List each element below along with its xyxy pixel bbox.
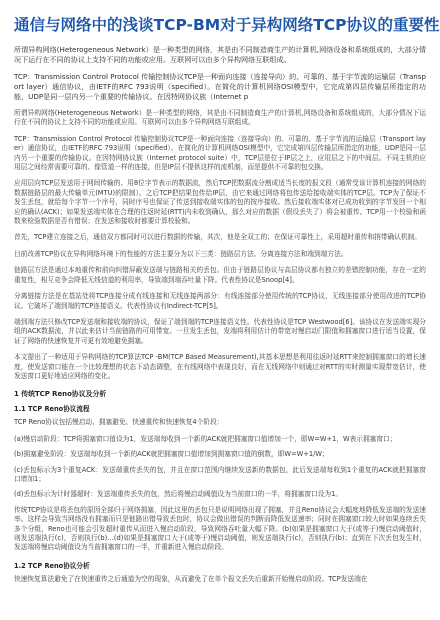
paragraph: 端到端方法只修改TCP发送端和接收端的协议，保证了端到端的TCP连接语义性。代表性协议是TCP Westwood[6]。该协议在发送端实现分组的ACK数据流，并以此来估计当前链路的可用带宽。一旦发生丢包，发端将利用估计的带宽对慢启动门限值和拥塞窗口进行适当设置，保证了网络的快速恢复并可更有效地避免拥塞。 <box>14 317 426 345</box>
paragraph: 快速恢复算法避免了在快速重传之后通道为空的现象，从而避免了在单个报文丢失后重新开始慢启动阶段。TCP发送端在 <box>14 574 368 583</box>
paragraph: TCP：Transmission Control Protocol 传输控制协议TCP是一种面向连接（连接导向）的、可靠的、基于字节流的运输层（Transport layer）通信协议，由IETF的RFC 793说明（specified）。在简化的计算机网络OSI模型中，它完成第四层传输层所指定的功能，UDP是同一层内另一个重要的传输协议。在因特网协议族（Internet p <box>14 72 426 101</box>
list-item: (b)拥塞避免阶段：发送端每收到一个新的ACK就把拥塞窗口值增加到拥塞窗口值的倒数，即W=W+1/W； <box>14 450 329 459</box>
page-title: 通信与网络中的浅谈TCP-BM对于异构网络TCP协议的重要性 <box>14 16 440 34</box>
paragraph: 所谓异构网络(Heterogeneous Network）是一种类型的网络，其是由不同制造商生产的计算机,网络设备和系统组成的，大部分情况下运行在不同的协议上支持不同的功能或应用。互联网可以由多个异构网络互联组成。 <box>14 45 426 64</box>
section-heading: 1 传统TCP Reno协议及分析 <box>14 390 107 399</box>
paragraph: 链路层方法是通过本地重传和前向纠错屏蔽发送端与链路相关的丢包。但由于链路层协议与高层协议都有独立的差错控制功能，存在一定的重复性，相互竞争会降低无线信道的利用率，导致端到端吞吐量下降。代表性协议是Snoop[4]。 <box>14 266 426 284</box>
paragraph: 所谓异构网络(Heterogeneous Network）是一种类型的网络，其是由不同制造商生产的计算机,网络设备和系统组成的，大部分情况下运行在不同的协议上支持不同的功能或应用。互联网可以由多个异构网络互联组成。 <box>14 109 426 127</box>
paragraph: 目前改善TCP协议在异构网络环境下的性能的方法主要分为以下三类：链路层方法、分离连接方法和端到端方法。 <box>14 249 348 258</box>
list-item: (d)丢包标示为计时器超时：发送端重传丢失的包，然后将慢启动阈值设为当前窗口的一半，将拥塞窗口设为1。 <box>14 490 343 499</box>
subsection-heading: 1.2 TCP Reno协议分析 <box>14 561 90 570</box>
paragraph: 首先，TCP建立连接之后，通信双方都同时可以进行数据的传输，其次，他是全双工的；在保证可靠性上，采用超时重传和捎带确认机制。 <box>14 233 421 242</box>
paragraph: 传统TCP协议是将丢包的原因全部归于网络拥塞，因此这里的丢包只是说明网络出现了拥塞，并且Reno协议会大幅度地降低发送端的发送速率。这样会导致当网络没有拥塞而只是链路出错导致丢包时，协议会做出错误的判断而降低发送速率；同时在拥塞窗口较大时如果连续丢失多个分组，Reno也可能会引发超时重传从而进入慢启动阶段，导致网络吞吐量大幅下降。(b)如果是拥塞窗口大于(或等于)慢启动阈值时，则发送端执行(c)，否则执行(b)…(d)如果是拥塞窗口大于(或等于)慢启动阈值，则发送端执行(c)，否则执行(b)；直到在下次丢包发生时，发送端将慢启动阈值设为当前拥塞窗口的一半，并重新进入慢启动阶段。 <box>14 505 426 552</box>
paragraph: 本文提出了一种适用于异构网络的TCP算法TCP -BM(TCP Based Measurement),其基本思想是利用往返时延RTT来控制拥塞窗口的增长速度，使发送窗口能在一个比较理想的状态下动态调整，在有线网络中表现良好，而在无线网络中则通过对RTT的实时测量实现带宽估计，使发送窗口更好地适应网络的变化。 <box>14 353 426 380</box>
list-item: (a)慢启动阶段：TCP将拥塞窗口值设为1，发送端每收到一个新的ACK就把拥塞窗口值增加一个，即W=W+1，W表示拥塞窗口； <box>14 434 397 443</box>
paragraph: TCP：Transmission Control Protocol 传输控制协议TCP是一种面向连接（连接导向）的、可靠的、基于字节流的运输层（Transport layer）通信协议，由IETF的RFC 793说明（specified）。在简化的计算机网络OSI模型中，它完成第四层传输层所指定的功能，UDP是同一层内另一个重要的传输协议。在因特网协议族（Internet protocol suite）中，TCP层是位于IP层之上，应用层之下的中间层。不同主机的应用层之间经常需要可靠的、像管道一样的连接，但是IP层不提供这样的流机制，而是提供不可靠的包交换。 <box>14 134 426 172</box>
subsection-heading: 1.1 TCP Reno协议流程 <box>14 405 90 414</box>
paragraph: 分离链接方法是在基站处将TCP连接分成有线连接和无线连接两部分：有线连接部分使用传统的TCP协议，无线连接部分使用改进的TCP协议。它破坏了端到端的TCP连接语义。代表性协议有Indirect-TCP[5]。 <box>14 292 426 310</box>
paragraph: 应用层向TCP层发送用于网间传输的、用8位字节表示的数据流，然后TCP把数据流分割成适当长度的报文段（通常受该计算机连接的网络的数据链路层的最大传输单元(MTU)的限制）。之后TCP把结果包传给IP层，由它来通过网络将包传送给接收端实体的TCP层。TCP为了保证不发生丢包，就给每个字节一个序号，同时序号也保证了传送到接收端实体的包的按序接收。然后接收端实体对已成功收到的字节发回一个相应的确认(ACK)；如果发送端实体在合理的往返时延(RTT)内未收到确认，那么对应的数据（假设丢失了）将会被重传。TCP用一个校验和函数来检验数据是否有错误；在发送和接收时都要计算校验和。 <box>14 179 426 226</box>
paragraph: TCP Reno协议包括慢启动、拥塞避免、快速重传和快速恢复4个阶段： <box>14 418 224 427</box>
list-item: (c)丢包标示为3个重复ACK：发送端重传丢失的包，并且在窗口范围内继续发送新的数据包，此后发送端每收到1个重复的ACK就把拥塞窗口增加1； <box>14 465 426 483</box>
bottom-fade <box>0 610 440 620</box>
